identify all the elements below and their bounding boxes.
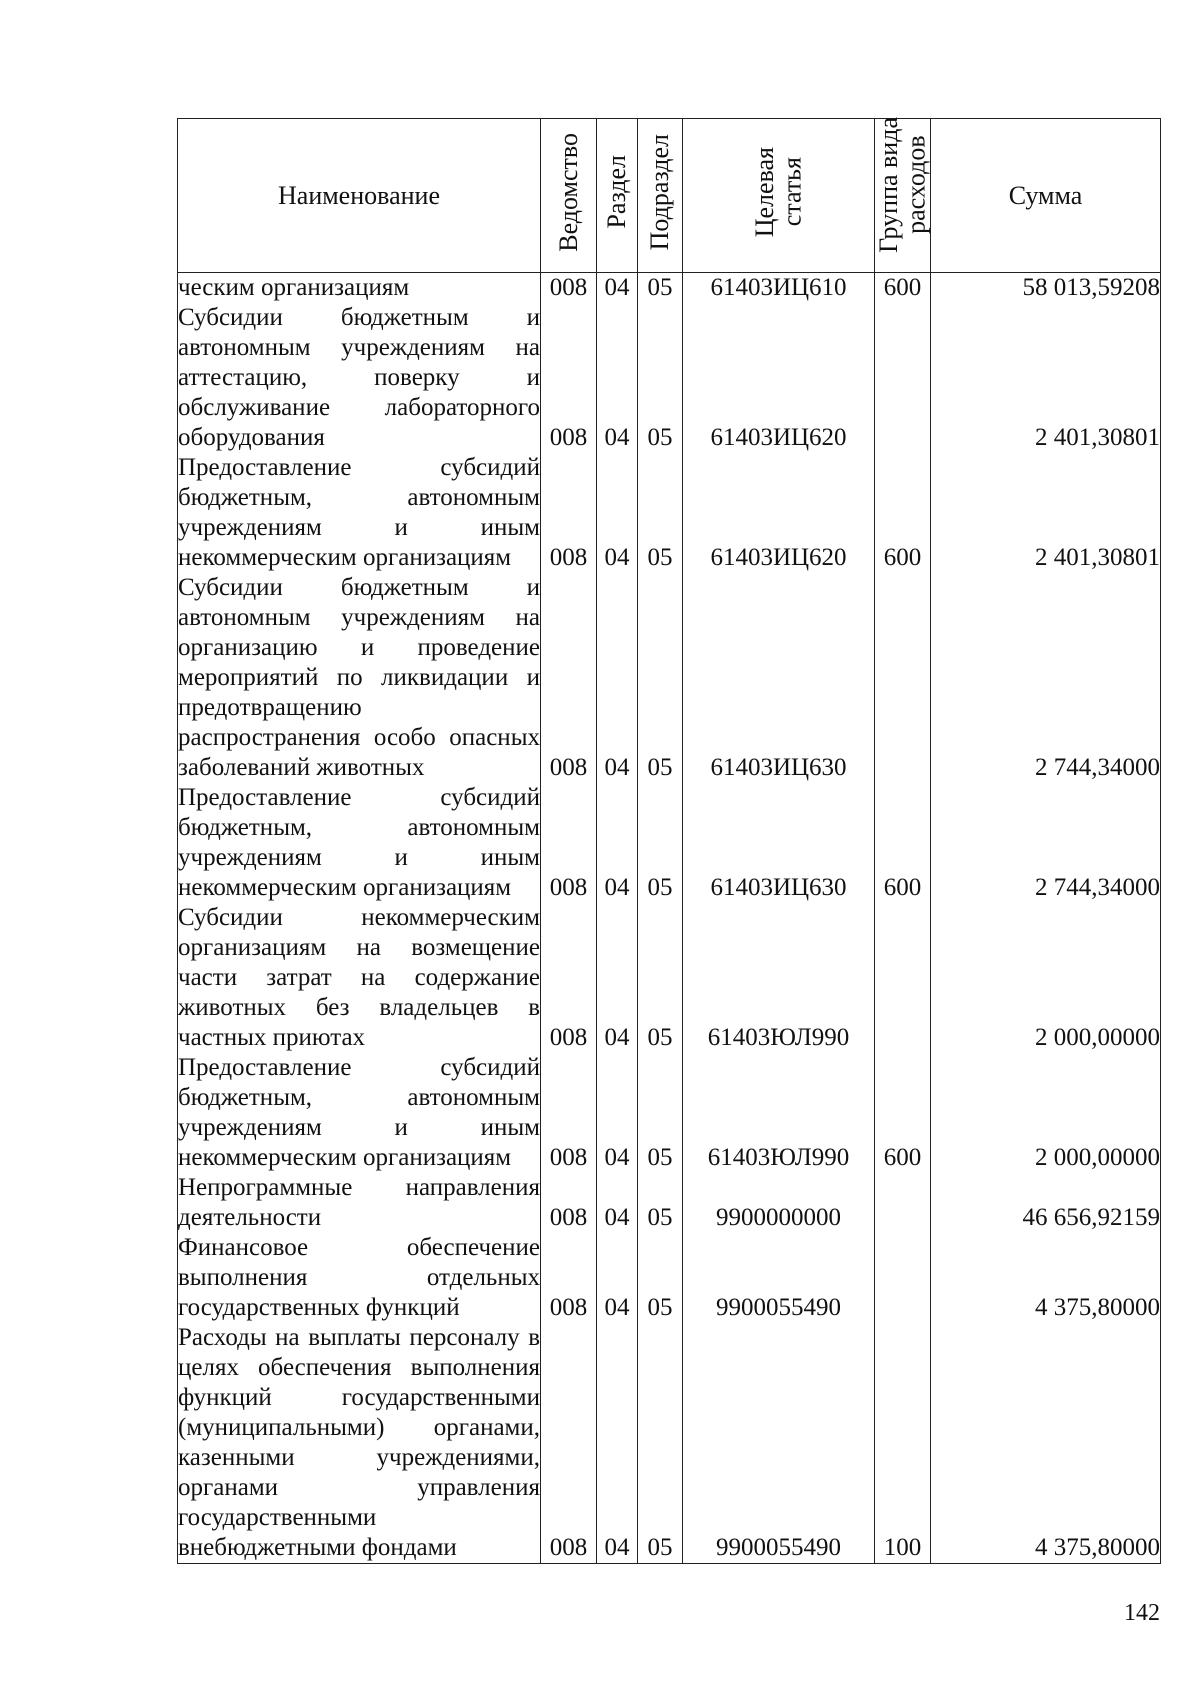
cell-group: 600 (875, 1053, 931, 1173)
cell-target: 61403ИЦ630 (683, 573, 875, 783)
cell-section: 04 (597, 453, 638, 573)
cell-amount: 2 744,34000 (931, 573, 1161, 783)
cell-group: 600 (875, 783, 931, 903)
cell-section: 04 (597, 1233, 638, 1323)
cell-department: 008 (541, 1173, 597, 1233)
table-row (178, 783, 1161, 903)
cell-target: 9900055490 (683, 1233, 875, 1323)
cell-section: 04 (597, 1323, 638, 1564)
header-section (597, 119, 638, 273)
cell-section: 04 (597, 273, 638, 304)
header-target-article (683, 119, 875, 273)
cell-subsection: 05 (638, 453, 683, 573)
cell-subsection: 05 (638, 1053, 683, 1173)
page-number: 142 (1124, 1600, 1160, 1626)
table-row (178, 1323, 1161, 1564)
header-department (541, 119, 597, 273)
cell-subsection: 05 (638, 303, 683, 453)
table-body (178, 273, 1161, 1564)
cell-amount: 2 000,00000 (931, 903, 1161, 1053)
cell-target: 9900055490 (683, 1323, 875, 1564)
cell-subsection: 05 (638, 273, 683, 304)
header-expense-group-label (875, 117, 930, 253)
cell-amount: 4 375,80000 (931, 1233, 1161, 1323)
cell-amount: 4 375,80000 (931, 1323, 1161, 1564)
header-section-label: Раздел (602, 155, 632, 229)
cell-department: 008 (541, 1053, 597, 1173)
table-row (178, 1173, 1161, 1233)
header-row (178, 119, 1161, 273)
cell-section: 04 (597, 1053, 638, 1173)
header-target-article-line1: Целевая (750, 146, 780, 238)
header-expense-group-line2: расходов (901, 135, 931, 235)
cell-subsection: 05 (638, 1233, 683, 1323)
cell-amount: 2 000,00000 (931, 1053, 1161, 1173)
cell-section: 04 (597, 903, 638, 1053)
cell-target: 61403ИЦ610 (683, 273, 875, 304)
table-row (178, 573, 1161, 783)
header-subsection-label: Подраздел (645, 133, 675, 251)
cell-name: Субсидии бюджетным и автономным учреждениям на организацию и проведение мероприятий по ликвидации и предотвращению распространения особо опасных заболеваний животных (178, 574, 540, 781)
cell-group: 600 (875, 273, 931, 304)
cell-subsection: 05 (638, 1173, 683, 1233)
cell-amount: 58 013,59208 (931, 273, 1161, 304)
cell-department: 008 (541, 903, 597, 1053)
cell-target: 9900000000 (683, 1173, 875, 1233)
header-target-article-line2: статья (777, 157, 807, 227)
cell-target: 61403ИЦ620 (683, 303, 875, 453)
cell-section: 04 (597, 783, 638, 903)
cell-name: Предоставление субсидий бюджетным, автономным учреждениям и иным некоммерческим организациям (178, 784, 540, 901)
cell-amount: 2 401,30801 (931, 453, 1161, 573)
cell-target: 61403ЮЛ990 (683, 903, 875, 1053)
table-row (178, 1233, 1161, 1323)
header-target-article-label (751, 147, 806, 237)
cell-department: 008 (541, 1323, 597, 1564)
cell-name: ческим организациям (178, 273, 541, 304)
cell-target: 61403ИЦ630 (683, 783, 875, 903)
cell-subsection: 05 (638, 1323, 683, 1564)
header-department-label: Ведомство (553, 132, 583, 252)
cell-section: 04 (597, 573, 638, 783)
cell-subsection: 05 (638, 783, 683, 903)
cell-group (875, 303, 931, 453)
cell-department: 008 (541, 1233, 597, 1323)
cell-name: Непрограммные направления деятельности (178, 1174, 540, 1231)
header-name-label: Наименование (278, 180, 440, 210)
table-row (178, 303, 1161, 453)
cell-name: Предоставление субсидий бюджетным, автономным учреждениям и иным некоммерческим организациям (178, 454, 540, 571)
cell-section: 04 (597, 303, 638, 453)
cell-name: Расходы на выплаты персоналу в целях обеспечения выполнения функций государственными (муниципальными) органами, казенными учреждениями, органами управления государственными внебюджетными фондами (178, 1323, 541, 1564)
budget-table (177, 118, 1161, 1564)
cell-amount: 2 401,30801 (931, 303, 1161, 453)
cell-name: Субсидии бюджетным и автономным учреждениям на аттестацию, поверку и обслуживание лабораторного оборудования (178, 304, 540, 451)
cell-target: 61403ЮЛ990 (683, 1053, 875, 1173)
cell-group (875, 1173, 931, 1233)
cell-department: 008 (541, 783, 597, 903)
cell-department: 008 (541, 573, 597, 783)
cell-group: 600 (875, 453, 931, 573)
table-row (178, 903, 1161, 1053)
cell-subsection: 05 (638, 573, 683, 783)
header-amount-label: Сумма (1008, 180, 1083, 210)
cell-amount: 2 744,34000 (931, 783, 1161, 903)
cell-group: 100 (875, 1323, 931, 1564)
cell-target: 61403ИЦ620 (683, 453, 875, 573)
cell-group (875, 573, 931, 783)
header-name (178, 119, 541, 273)
header-subsection (638, 119, 683, 273)
cell-department: 008 (541, 273, 597, 304)
header-expense-group-line1: Группа вида (874, 117, 904, 253)
cell-name: Финансовое обеспечение выполнения отдельных государственных функций (178, 1234, 540, 1321)
cell-name: Субсидии некоммерческим организациям на возмещение части затрат на содержание животных без владельцев в частных приютах (178, 904, 540, 1051)
header-amount (931, 119, 1161, 273)
cell-department: 008 (541, 453, 597, 573)
table-row (178, 1053, 1161, 1173)
cell-group (875, 903, 931, 1053)
cell-group (875, 1233, 931, 1323)
header-expense-group (875, 119, 931, 273)
cell-section: 04 (597, 1173, 638, 1233)
table-row (178, 453, 1161, 573)
cell-amount: 46 656,92159 (931, 1173, 1161, 1233)
table-row (178, 273, 1161, 304)
cell-department: 008 (541, 303, 597, 453)
cell-subsection: 05 (638, 903, 683, 1053)
cell-name: Предоставление субсидий бюджетным, автономным учреждениям и иным некоммерческим организациям (178, 1054, 540, 1171)
